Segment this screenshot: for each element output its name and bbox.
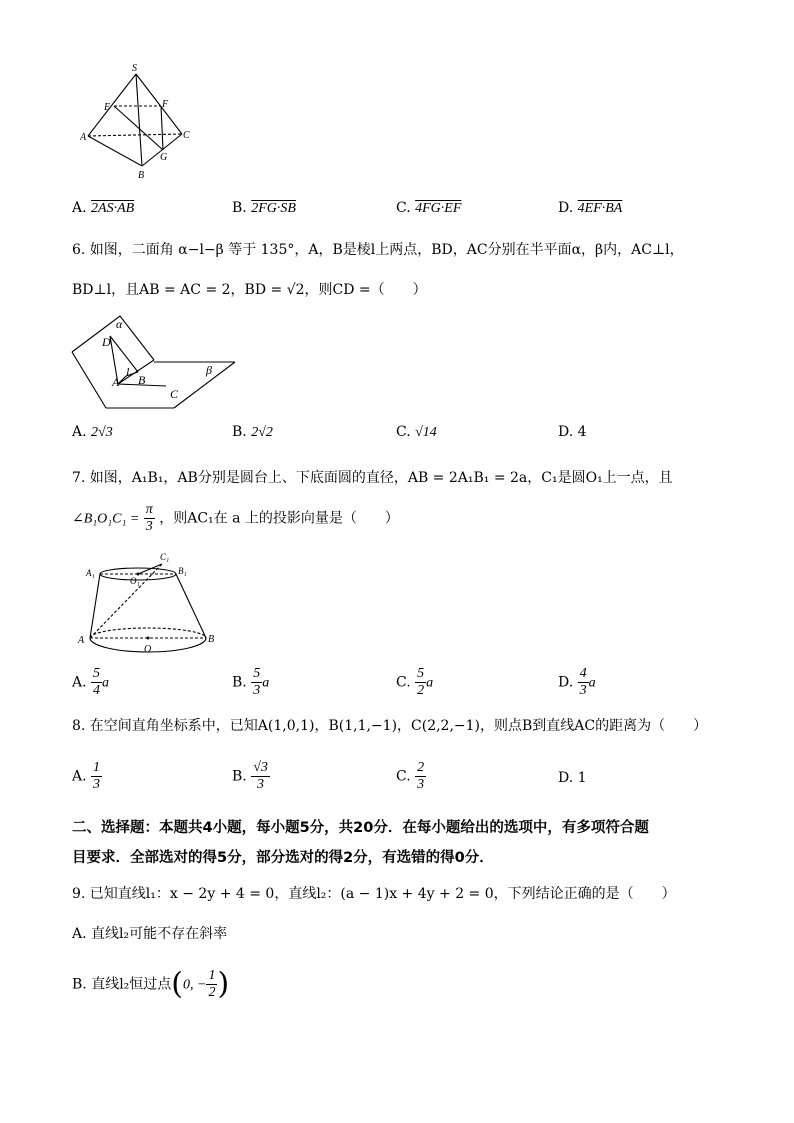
fig6-label-alpha: α [116, 317, 123, 331]
pi-over-3: $\frac{\pi}{3}$ [145, 502, 153, 534]
option-text: 4 [577, 424, 587, 440]
option-letter: A. [72, 768, 87, 785]
q9-stem: 9. 已知直线l₁：x − 2y + 4 = 0，直线l₂：(a − 1)x + 4y + 2 = 0，下列结论正确的是（ ） [72, 886, 676, 902]
vector-a: a [588, 675, 596, 691]
q5-option-a[interactable] [72, 200, 134, 217]
option-text: 4EF·BA [577, 201, 623, 216]
section-2-heading-line2: 目要求．全部选对的得5分，部分选对的得2分，有选错的得0分． [72, 850, 494, 866]
option-text: 1 [577, 770, 587, 786]
fig5-label-E: E [104, 102, 111, 113]
q8-stem: 8. 在空间直角坐标系中，已知A(1,0,1)，B(1,1,−1)，C(2,2,−1)，则点B到直线AC的距离为（ ） [72, 718, 708, 734]
fig5-label-G: G [160, 152, 168, 163]
q6-stem-line1: 6. 如图，二面角 α−l−β 等于 135°，A，B是棱l上两点，BD，AC分别在半平面α，β内，AC⊥l， [72, 242, 684, 258]
option-letter: C. [396, 424, 411, 440]
fig6-label-B: B [138, 373, 146, 387]
fig7-label-B: B [208, 634, 215, 645]
option-letter: B. [232, 674, 247, 691]
vector-a: a [102, 675, 110, 691]
fig7-label-B1: B₁ [178, 566, 187, 576]
q9-option-a[interactable]: A. 直线l₂可能不存在斜率 [72, 926, 228, 942]
fig7-label-O: O [144, 644, 152, 655]
q5-option-b[interactable] [232, 200, 296, 217]
fig7-label-O1: O₁ [130, 576, 140, 586]
fig6-label-D: D [102, 335, 111, 349]
fig6-label-beta: β [206, 363, 212, 377]
fig5-label-B: B [138, 170, 145, 181]
tetrahedron-figure [80, 62, 200, 182]
option-letter: C. [396, 768, 411, 785]
q7-stem-line1: 7. 如图，A₁B₁，AB分别是圆台上、下底面圆的直径，AB = 2A₁B₁ = 2a，C₁是圆O₁上一点，且 [72, 470, 673, 486]
q8-option-c[interactable]: C. $\frac{2}{3}$ [396, 760, 425, 792]
option-letter: A. [72, 200, 87, 216]
fig5-label-S: S [132, 63, 137, 74]
q7-line2-tail: ，则AC₁在 a 上的投影向量是（ ） [159, 510, 399, 527]
option-letter: A. [72, 674, 87, 691]
q7-option-b[interactable]: B. $\frac{5}{3}$ a [232, 666, 270, 698]
q7-option-c[interactable]: C. $\frac{5}{2}$ a [396, 666, 434, 698]
option-letter: B. [232, 424, 247, 440]
q8-option-b[interactable]: B. $\frac{√3}{3}$ [232, 760, 268, 792]
point-coordinates: 0, − [183, 977, 207, 993]
q9-option-b[interactable]: B. 直线l₂恒过点(0, − $\frac{1}{2}$ ) [72, 966, 230, 1002]
option-letter: C. [396, 200, 411, 216]
q6-option-d[interactable] [558, 424, 587, 440]
option-letter: A. [72, 424, 87, 440]
q8-option-a[interactable]: A. $\frac{1}{3}$ [72, 760, 101, 792]
option-letter: B. [232, 200, 247, 216]
option-letter: B. [232, 768, 247, 785]
q7-option-a[interactable]: A. $\frac{5}{4}$ a [72, 666, 110, 698]
q5-option-c[interactable] [396, 200, 461, 217]
fig7-label-C1: C₁ [160, 552, 170, 562]
fig6-label-A: A [112, 375, 120, 389]
q6-option-b[interactable] [232, 424, 273, 441]
vector-a: a [262, 675, 270, 691]
q6-stem-line2: BD⊥l，且AB = AC = 2，BD = √2，则CD =（ ） [72, 282, 427, 298]
fig5-label-F: F [162, 99, 169, 110]
fig7-label-A: A [78, 635, 85, 646]
frustum-figure [72, 550, 222, 662]
fig6-label-C: C [170, 387, 179, 401]
q7-stem-line2 [72, 502, 399, 535]
q5-option-d[interactable] [558, 200, 622, 217]
option-letter: D. [558, 770, 574, 786]
fig5-label-C: C [183, 130, 190, 141]
q7-option-d[interactable]: D. $\frac{4}{3}$ a [558, 666, 596, 698]
option-text: 2√2 [251, 425, 273, 440]
fig5-label-A: A [80, 132, 87, 143]
dihedral-figure [70, 312, 240, 410]
fig7-label-A1: A₁ [86, 568, 95, 578]
option-letter: D. [558, 674, 574, 691]
vector-a: a [426, 675, 434, 691]
q6-option-a[interactable] [72, 424, 113, 441]
option-text: B. 直线l₂恒过点 [72, 976, 172, 993]
fig6-label-l: l [126, 365, 130, 379]
q8-option-d[interactable] [558, 770, 587, 786]
option-letter: D. [558, 200, 574, 216]
option-text: 2AS·AB [91, 201, 135, 216]
option-letter: C. [396, 674, 411, 691]
option-text: 2√3 [91, 425, 113, 440]
option-letter: D. [558, 424, 574, 440]
option-text: 4FG·EF [415, 201, 462, 216]
q6-option-c[interactable] [396, 424, 437, 441]
option-text: 2FG·SB [251, 201, 296, 216]
section-2-heading-line1: 二、选择题：本题共4小题，每小题5分，共20分．在每小题给出的选项中，有多项符合题 [72, 820, 649, 836]
option-text: √14 [415, 425, 437, 440]
angle-expression: ∠B₁O₁C₁ = [72, 511, 140, 527]
